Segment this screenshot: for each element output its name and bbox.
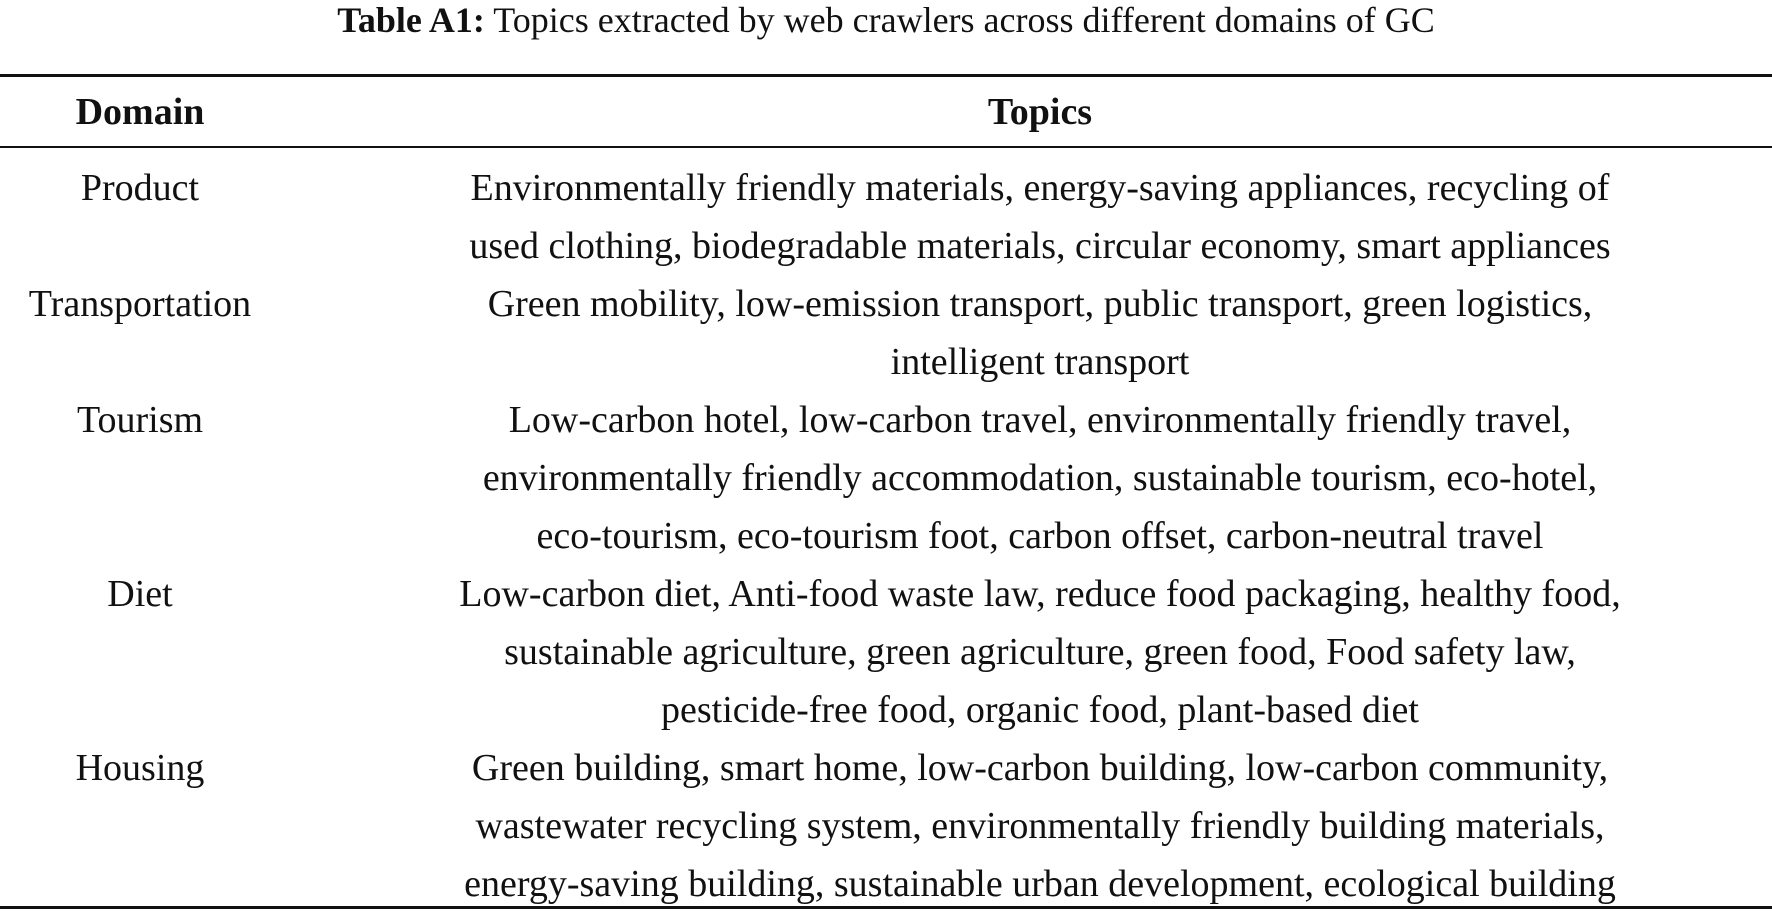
topics-line: energy-saving building, sustainable urban development, ecological building	[464, 863, 1616, 905]
topics-line: sustainable agriculture, green agriculture, green food, Food safety law,	[504, 631, 1576, 673]
topics-line: Low-carbon hotel, low-carbon travel, environmentally friendly travel,	[508, 399, 1572, 441]
topics-line: wastewater recycling system, environmentally friendly building materials,	[475, 805, 1605, 847]
table-caption-label: Table A1:	[337, 0, 485, 40]
topics-line: Green building, smart home, low-carbon building, low-carbon community,	[471, 747, 1609, 789]
topics-line: eco-tourism, eco-tourism foot, carbon offset, carbon-neutral travel	[536, 515, 1544, 557]
topics-cell-transportation	[320, 275, 1760, 391]
topics-cell-housing	[320, 739, 1760, 913]
table-header-rule	[0, 146, 1772, 148]
table-row-tourism	[0, 391, 1772, 565]
column-header-domain: Domain	[75, 91, 205, 133]
table-row-transportation	[0, 275, 1772, 391]
table-body	[0, 159, 1772, 913]
domain-cell-tourism: Tourism	[76, 399, 204, 441]
table-caption	[0, 0, 1772, 40]
topics-line: used clothing, biodegradable materials, circular economy, smart appliances	[469, 225, 1611, 267]
table-row-diet	[0, 565, 1772, 739]
table-bottom-rule	[0, 906, 1772, 909]
domain-cell-diet: Diet	[107, 573, 173, 615]
topics-cell-tourism	[320, 391, 1760, 565]
domain-cell-product: Product	[80, 167, 200, 209]
topics-cell-product	[320, 159, 1760, 275]
table-caption-text: Topics extracted by web crawlers across different domains of GC	[493, 0, 1435, 40]
table-top-rule	[0, 74, 1772, 77]
table-row-housing	[0, 739, 1772, 913]
column-header-topics: Topics	[987, 91, 1093, 133]
topics-line: Low-carbon diet, Anti-food waste law, reduce food packaging, healthy food,	[459, 573, 1621, 615]
table-row-product	[0, 159, 1772, 275]
domain-cell-transportation: Transportation	[28, 283, 252, 325]
topics-line: Green mobility, low-emission transport, public transport, green logistics,	[487, 283, 1593, 325]
topics-line: pesticide-free food, organic food, plant-based diet	[661, 689, 1419, 731]
topics-cell-diet	[320, 565, 1760, 739]
topics-line: intelligent transport	[890, 341, 1190, 383]
domain-cell-housing: Housing	[75, 747, 205, 789]
topics-line: Environmentally friendly materials, energy-saving appliances, recycling of	[470, 167, 1610, 209]
topics-line: environmentally friendly accommodation, sustainable tourism, eco-hotel,	[482, 457, 1598, 499]
